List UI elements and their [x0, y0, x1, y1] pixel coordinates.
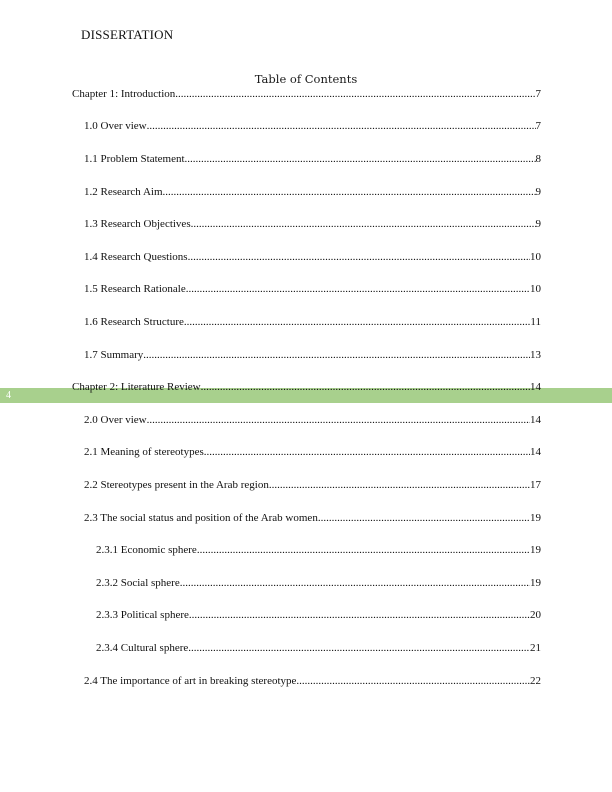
toc-entry-label: 2.3.1 Economic sphere: [96, 544, 197, 556]
toc-entry-2-3-1[interactable]: [96, 543, 541, 557]
toc-entry-1-7[interactable]: [84, 348, 541, 362]
toc-leader-dots: [147, 119, 536, 133]
toc-entry-1-5[interactable]: [84, 282, 541, 296]
toc-entry-page: 14: [530, 414, 541, 426]
toc-entry-page: 19: [530, 577, 541, 589]
toc-entry-page: 19: [530, 512, 541, 524]
toc-leader-dots: [175, 87, 535, 101]
toc-entry-page: 7: [535, 88, 541, 100]
toc-entry-page: 19: [530, 544, 541, 556]
toc-entry-1-4[interactable]: [84, 250, 541, 264]
toc-leader-dots: [269, 478, 530, 492]
toc-leader-dots: [204, 445, 530, 459]
toc-entry-label: 2.3 The social status and position of the Arab women: [84, 512, 318, 524]
toc-entry-page: 10: [530, 283, 541, 295]
toc-leader-dots: [189, 608, 530, 622]
toc-entry-page: 22: [530, 675, 541, 687]
toc-leader-dots: [201, 380, 530, 394]
toc-entry-label: Chapter 1: Introduction: [72, 88, 176, 100]
toc-entry-2-4[interactable]: [84, 674, 541, 688]
toc-leader-dots: [188, 250, 530, 264]
toc-entry-chapter-2[interactable]: [72, 380, 541, 394]
toc-entry-label: 1.5 Research Rationale: [84, 283, 186, 295]
toc-entry-page: 17: [530, 479, 541, 491]
toc-entry-2-2[interactable]: [84, 478, 541, 492]
toc-entry-label: Chapter 2: Literature Review: [72, 381, 201, 393]
toc-entry-label: 1.2 Research Aim: [84, 186, 163, 198]
toc-entry-1-6[interactable]: [84, 315, 541, 329]
toc-entry-label: 1.4 Research Questions: [84, 251, 188, 263]
toc-entry-page: 21: [530, 642, 541, 654]
toc-entry-label: 2.1 Meaning of stereotypes: [84, 446, 204, 458]
toc-leader-dots: [180, 576, 530, 590]
toc-entry-page: 14: [530, 446, 541, 458]
toc-entry-2-3-3[interactable]: [96, 608, 541, 622]
toc-entry-label: 1.0 Over view: [84, 120, 147, 132]
toc-entry-page: 9: [535, 218, 541, 230]
toc-entry-page: 8: [535, 153, 541, 165]
toc-entry-label: 1.7 Summary: [84, 349, 144, 361]
toc-leader-dots: [147, 413, 530, 427]
toc-entry-2-3-2[interactable]: [96, 576, 541, 590]
toc-leader-dots: [197, 543, 530, 557]
document-header-title: DISSERTATION: [81, 27, 174, 42]
toc-entry-label: 2.3.2 Social sphere: [96, 577, 180, 589]
toc-leader-dots: [163, 185, 536, 199]
toc-entry-page: 9: [535, 186, 541, 198]
toc-entry-page: 10: [530, 251, 541, 263]
toc-leader-dots: [185, 152, 536, 166]
toc-entry-label: 2.0 Over view: [84, 414, 147, 426]
toc-entry-label: 1.1 Problem Statement: [84, 153, 185, 165]
toc-heading: Table of Contents: [254, 72, 358, 86]
toc-leader-dots: [186, 282, 530, 296]
toc-entry-1-0[interactable]: [84, 119, 541, 133]
toc-entry-label: 1.6 Research Structure: [84, 316, 184, 328]
toc-leader-dots: [184, 315, 531, 329]
toc-entry-page: 7: [535, 120, 541, 132]
toc-entry-label: 2.2 Stereotypes present in the Arab region: [84, 479, 269, 491]
toc-entry-2-0[interactable]: [84, 413, 541, 427]
toc-entry-label: 2.4 The importance of art in breaking stereotype: [84, 675, 297, 687]
toc-entry-1-1[interactable]: [84, 152, 541, 166]
toc-leader-dots: [143, 348, 530, 362]
toc-leader-dots: [188, 641, 530, 655]
toc-entry-2-1[interactable]: [84, 445, 541, 459]
toc-leader-dots: [318, 511, 530, 525]
toc-entry-page: 11: [530, 316, 541, 328]
toc-entry-page: 14: [530, 381, 541, 393]
toc-entry-label: 2.3.3 Political sphere: [96, 609, 189, 621]
toc-entry-1-2[interactable]: [84, 185, 541, 199]
toc-entry-page: 20: [530, 609, 541, 621]
page-number: 4: [6, 390, 11, 401]
toc-entry-2-3[interactable]: [84, 511, 541, 525]
toc-entry-label: 1.3 Research Objectives: [84, 218, 191, 230]
toc-entry-page: 13: [530, 349, 541, 361]
toc-entry-label: 2.3.4 Cultural sphere: [96, 642, 189, 654]
toc-entry-chapter-1[interactable]: [72, 87, 541, 101]
toc-leader-dots: [191, 217, 536, 231]
toc-entry-2-3-4[interactable]: [96, 641, 541, 655]
toc-entry-1-3[interactable]: [84, 217, 541, 231]
toc-leader-dots: [296, 674, 530, 688]
